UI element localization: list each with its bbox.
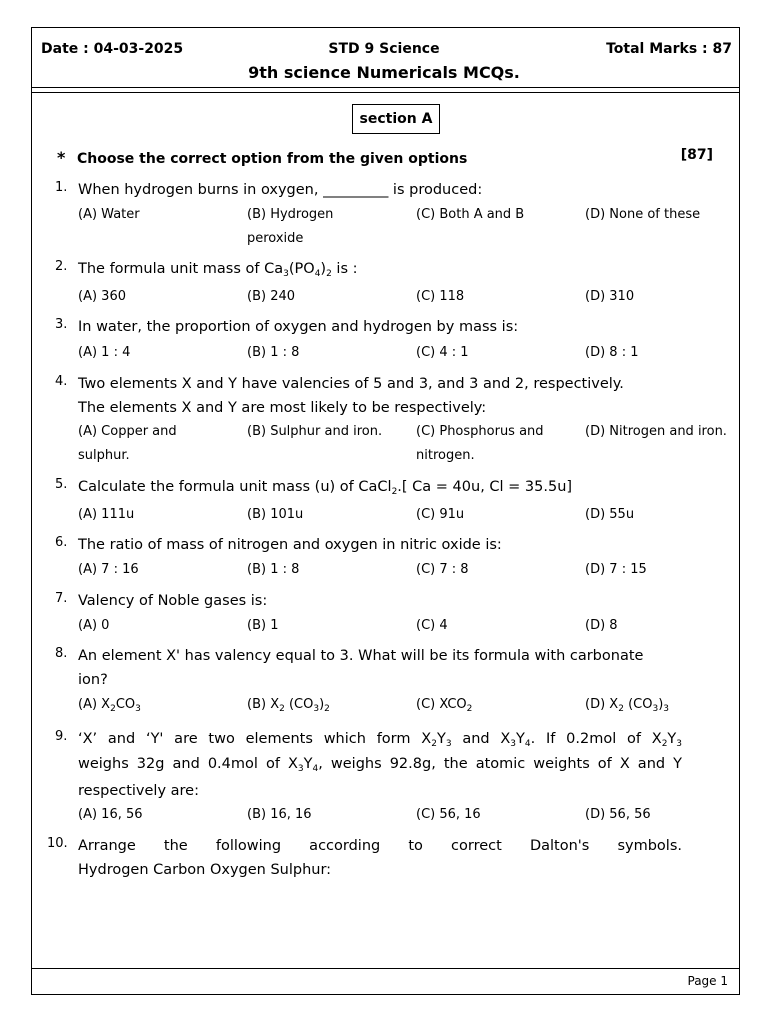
question-number: 5. [55, 477, 68, 492]
total-marks: Total Marks : 87 [606, 41, 732, 57]
question-number: 9. [55, 729, 68, 744]
question-number: 10. [47, 836, 68, 851]
question-text-line-2: The elements X and Y are most likely to be respectively: [78, 400, 487, 416]
option-d: (D) 8 [585, 618, 618, 633]
question-number: 1. [55, 180, 68, 195]
option-d: (D) 8 : 1 [585, 345, 639, 360]
exam-date: Date : 04-03-2025 [41, 41, 184, 57]
option-a: (A) 111u [78, 507, 135, 522]
option-d: (D) Nitrogen and iron. [585, 424, 727, 439]
section-label: section A [352, 104, 440, 134]
page-number: Page 1 [687, 974, 728, 988]
option-c: (C) Phosphorus and nitrogen. [416, 424, 544, 463]
option-b: (B) 101u [247, 507, 304, 522]
option-b: (B) 1 : 8 [247, 562, 300, 577]
question-text-line-2: ion? [78, 672, 108, 688]
option-c: (C) 4 [416, 618, 448, 633]
header-divider-bottom [31, 92, 740, 93]
question-text: Calculate the formula unit mass (u) of CaCl$_2$.[ Ca = 40u, Cl = 35.5u] [78, 479, 573, 497]
question-text: Valency of Noble gases is: [78, 593, 268, 609]
option-b: (B) 240 [247, 289, 296, 304]
option-d: (D) 55u [585, 507, 635, 522]
question-text-line-1: ‘X’ and ‘Y' are two elements which form $X_2Y_3$ and $X_3Y_4$. If 0.2mol of $X_2Y_3$ [78, 731, 683, 749]
option-c: (C) 7 : 8 [416, 562, 469, 577]
header-divider-top [31, 87, 740, 88]
option-a: (A) 16, 56 [78, 807, 143, 822]
option-b: (B) $X_2$ $(CO_3)_2$ [247, 697, 330, 714]
section-marks: [87] [680, 147, 713, 163]
option-b: (B) Hydrogen peroxide [247, 207, 334, 246]
option-a: (A) 1 : 4 [78, 345, 131, 360]
question-number: 2. [55, 259, 68, 274]
option-c: (C) $XCO_2$ [416, 697, 473, 714]
option-d: (D) None of these [585, 207, 701, 222]
question-number: 8. [55, 646, 68, 661]
option-d: (D) $X_2$ $(CO_3)_3$ [585, 697, 669, 714]
question-number: 3. [55, 317, 68, 332]
option-c: (C) 118 [416, 289, 465, 304]
footer-divider [31, 968, 740, 969]
option-a: (A) Copper and sulphur. [78, 424, 177, 463]
question-number: 4. [55, 374, 68, 389]
option-d: (D) 310 [585, 289, 635, 304]
option-a: (A) 0 [78, 618, 110, 633]
option-c: (C) 4 : 1 [416, 345, 469, 360]
option-b: (B) 1 [247, 618, 279, 633]
question-text: The formula unit mass of $Ca_3(PO_4)_2$ is : [78, 261, 358, 279]
question-text-line-1: Two elements X and Y have valencies of 5 and 3, and 3 and 2, respectively. [78, 376, 624, 392]
option-b: (B) Sulphur and iron. [247, 424, 383, 439]
bullet-star: * [57, 148, 66, 167]
question-text: When hydrogen burns in oxygen, _________ is produced: [78, 182, 483, 198]
question-text-line-1: An element X' has valency equal to 3. What will be its formula with carbonate [78, 648, 644, 664]
question-text-line-3: respectively are: [78, 783, 199, 799]
option-a: (A) 7 : 16 [78, 562, 139, 577]
question-number: 7. [55, 591, 68, 606]
question-text-line-2: Hydrogen Carbon Oxygen Sulphur: [78, 862, 332, 878]
option-c: (C) Both A and B [416, 207, 525, 222]
question-text-line-2: weighs 32g and 0.4mol of $X_3Y_4$, weighs 92.8g, the atomic weights of X and Y [78, 756, 682, 774]
question-text: The ratio of mass of nitrogen and oxygen in nitric oxide is: [78, 537, 502, 553]
option-b: (B) 16, 16 [247, 807, 312, 822]
option-b: (B) 1 : 8 [247, 345, 300, 360]
option-a: (A) $X_2CO_3$ [78, 697, 141, 714]
option-d: (D) 7 : 15 [585, 562, 647, 577]
instruction [57, 148, 467, 167]
paper-title: 9th science Numericals MCQs. [248, 63, 520, 82]
option-c: (C) 56, 16 [416, 807, 481, 822]
question-text: In water, the proportion of oxygen and hydrogen by mass is: [78, 319, 519, 335]
question-text-line-1: Arrange the following according to correct Dalton's symbols. [78, 838, 682, 854]
option-c: (C) 91u [416, 507, 465, 522]
class-subject: STD 9 Science [328, 41, 440, 57]
option-a: (A) Water [78, 207, 140, 222]
option-a: (A) 360 [78, 289, 126, 304]
instruction-text: Choose the correct option from the given options [77, 151, 468, 167]
option-d: (D) 56, 56 [585, 807, 651, 822]
question-number: 6. [55, 535, 68, 550]
